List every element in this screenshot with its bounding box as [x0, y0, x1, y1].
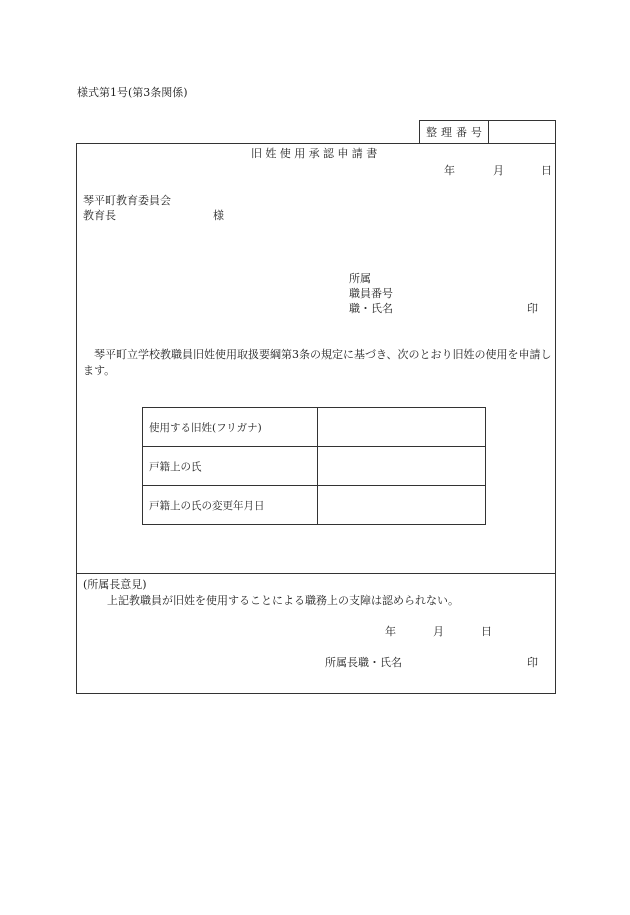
surname-info-table: [142, 407, 486, 525]
date-day-label: 日: [541, 164, 552, 177]
reference-number-field[interactable]: [489, 121, 555, 143]
table-label-cell: 戸籍上の氏: [143, 447, 318, 486]
application-statement: 琴平町立学校教職員旧姓使用取扱要綱第3条の規定に基づき、次のとおり旧姓の使用を申請します。: [83, 348, 552, 377]
opinion-text: 上記教職員が旧姓を使用することによる職務上の支障は認められない。: [107, 594, 459, 607]
former-surname-field[interactable]: [318, 408, 486, 447]
applicant-seal-mark: 印: [527, 302, 538, 315]
opinion-date-day-label: 日: [481, 625, 492, 638]
date-year-label: 年: [444, 164, 455, 177]
director-signature-label: 所属長職・氏名: [325, 656, 402, 669]
surname-change-date-field[interactable]: [318, 486, 486, 525]
table-row: [143, 408, 486, 447]
table-label-cell: 戸籍上の氏の変更年月日: [143, 486, 318, 525]
director-seal-mark: 印: [527, 656, 538, 669]
addressee-superintendent: 教育長: [83, 209, 116, 222]
affiliation-label: 所属: [349, 272, 371, 285]
addressee-honorific: 様: [213, 209, 224, 222]
section-divider: [76, 573, 556, 574]
reference-number-label: 整理番号: [420, 121, 489, 143]
position-name-label: 職・氏名: [349, 302, 393, 315]
opinion-date-year-label: 年: [385, 625, 396, 638]
opinion-date-month-label: 月: [433, 625, 444, 638]
date-month-label: 月: [493, 164, 504, 177]
addressee-board: 琴平町教育委員会: [83, 194, 171, 207]
table-label-cell: 使用する旧姓(フリガナ): [143, 408, 318, 447]
form-number: 様式第1号(第3条関係): [77, 86, 188, 99]
staff-number-label: 職員番号: [349, 287, 393, 300]
registered-surname-field[interactable]: [318, 447, 486, 486]
table-row: [143, 486, 486, 525]
document-title: 旧姓使用承認申請書: [251, 147, 381, 160]
reference-number-box: [419, 120, 556, 144]
opinion-heading: (所属長意見): [83, 578, 147, 591]
table-row: [143, 447, 486, 486]
